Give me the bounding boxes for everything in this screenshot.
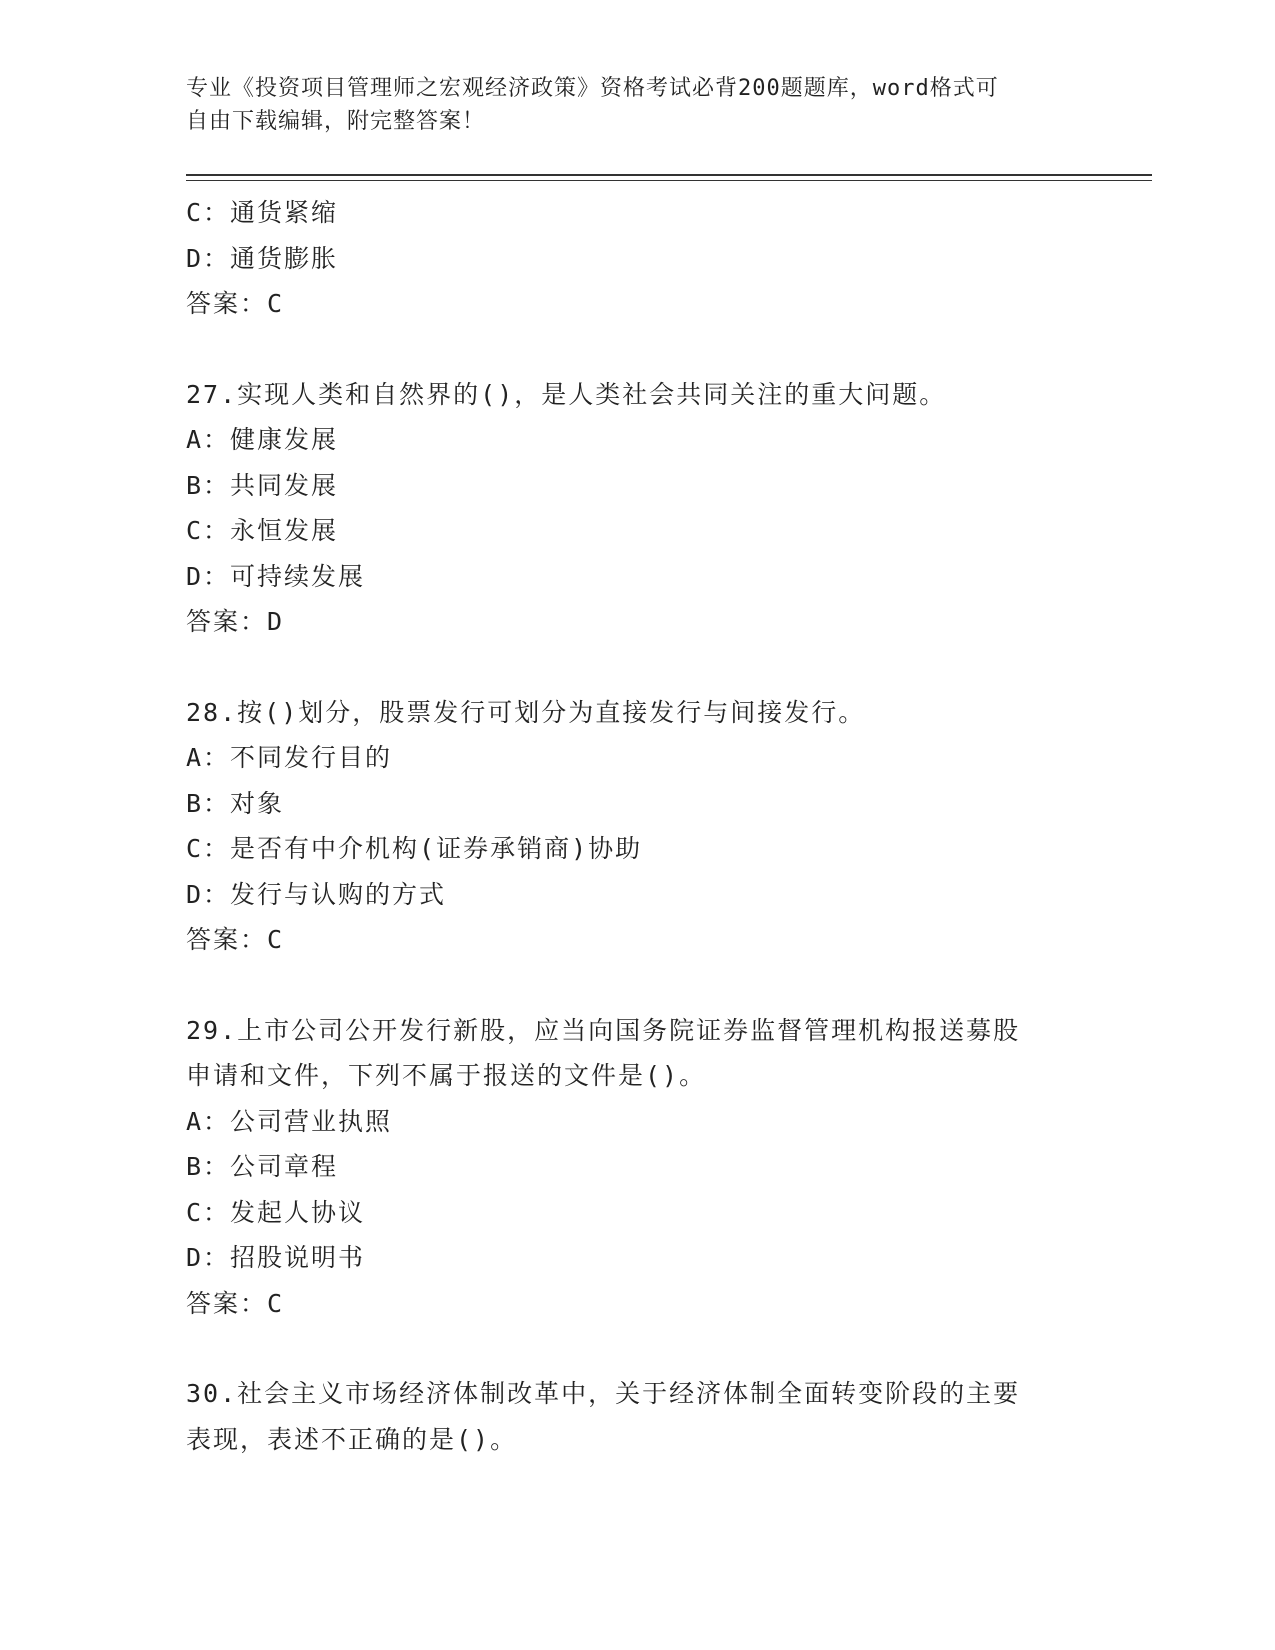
question-stem-line-2: 申请和文件，下列不属于报送的文件是()。 [186,1061,707,1090]
question-stem: 28.按()划分，股票发行可划分为直接发行与间接发行。 [186,697,866,727]
answer: 答案：D [186,607,285,636]
question-29 [186,1008,1086,1327]
option-d: D：招股说明书 [186,1243,366,1272]
question-stem-line-1: 30.社会主义市场经济体制改革中，关于经济体制全面转变阶段的主要 [186,1379,1021,1408]
question-26-partial [186,190,1086,327]
option-a: A：不同发行目的 [186,743,393,772]
option-c: C：发起人协议 [186,1197,366,1227]
answer: 答案：C [186,289,285,318]
question-stem-line-2: 表现，表述不正确的是()。 [186,1424,518,1454]
option-a: A：公司营业执照 [186,1106,393,1136]
option-d: D：可持续发展 [186,561,366,591]
header-line-2: 自由下载编辑，附完整答案！ [186,109,486,134]
answer: 答案：C [186,1288,285,1318]
option-c: C：是否有中介机构(证券承销商)协助 [186,834,643,863]
option-a: A：健康发展 [186,425,339,454]
question-stem: 27.实现人类和自然界的()，是人类社会共同关注的重大问题。 [186,379,947,409]
header-line-1: 专业《投资项目管理师之宏观经济政策》资格考试必背200题题库，word格式可 [186,76,999,101]
option-b: B：对象 [186,788,285,818]
question-list [186,190,1086,1462]
option-c: C：通货紧缩 [186,198,339,227]
question-27 [186,372,1086,645]
option-b: B：公司章程 [186,1152,339,1181]
option-d: D：通货膨胀 [186,243,339,273]
question-30 [186,1371,1086,1462]
option-c: C：永恒发展 [186,516,339,545]
option-b: B：共同发展 [186,470,339,500]
option-d: D：发行与认购的方式 [186,879,447,909]
header-divider-thin [186,180,1152,181]
answer: 答案：C [186,925,285,954]
document-header [186,72,1066,138]
header-divider-thick [186,174,1152,176]
question-stem-line-1: 29.上市公司公开发行新股，应当向国务院证券监督管理机构报送募股 [186,1015,1021,1045]
question-28 [186,690,1086,963]
